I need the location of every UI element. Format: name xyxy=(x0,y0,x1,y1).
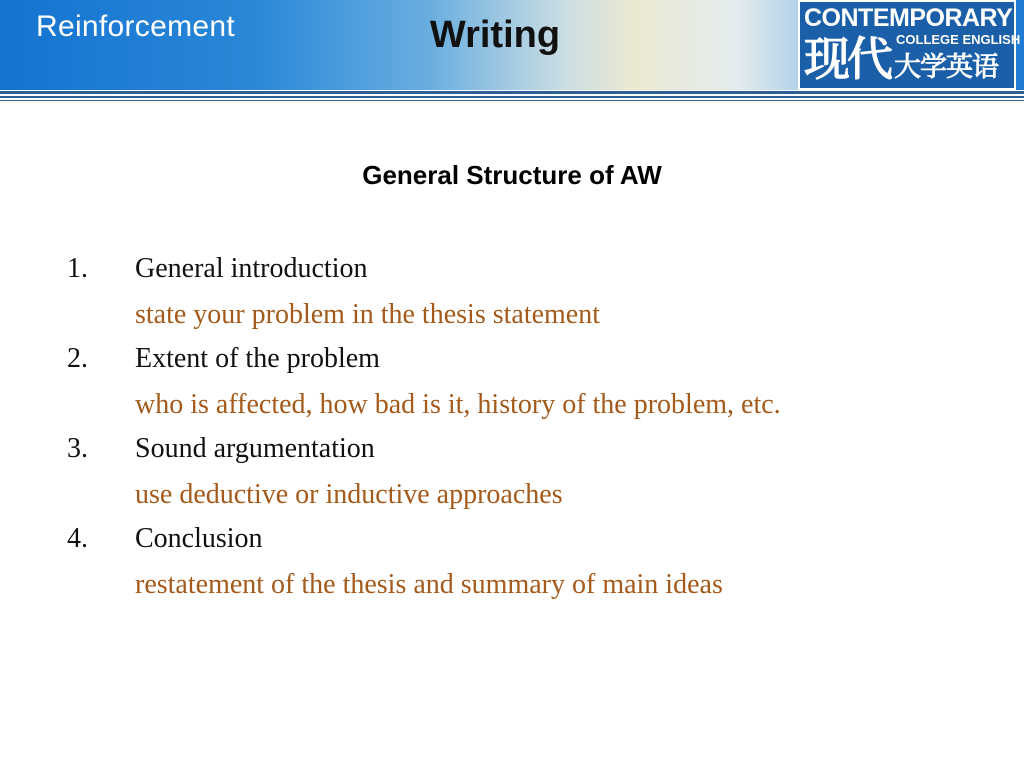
item-number: 1. xyxy=(67,253,88,284)
header-divider xyxy=(0,91,1024,94)
logo-text-college-english: COLLEGE ENGLISH xyxy=(896,32,1021,47)
list-item xyxy=(0,522,1024,612)
header-divider xyxy=(0,100,1024,101)
section-label: Reinforcement xyxy=(36,10,235,43)
item-description: restatement of the thesis and summary of main ideas xyxy=(135,569,723,600)
logo-text-cn-big: 现代 xyxy=(804,32,890,86)
slide-title: Writing xyxy=(429,14,561,56)
structure-list xyxy=(0,252,1024,612)
header-divider xyxy=(0,96,1024,98)
item-title: Sound argumentation xyxy=(135,433,375,464)
item-number: 4. xyxy=(67,523,88,554)
logo-text-contemporary: CONTEMPORARY xyxy=(804,4,1013,32)
item-description: use deductive or inductive approaches xyxy=(135,479,563,510)
item-title: Conclusion xyxy=(135,523,263,554)
item-number: 2. xyxy=(67,343,88,374)
item-description: who is affected, how bad is it, history of the problem, etc. xyxy=(135,389,781,420)
list-item xyxy=(0,342,1024,432)
item-description: state your problem in the thesis statement xyxy=(135,299,601,330)
logo xyxy=(798,0,1021,90)
logo-text-cn-small: 大学英语 xyxy=(894,52,998,83)
item-title: General introduction xyxy=(135,253,368,284)
item-title: Extent of the problem xyxy=(135,343,380,374)
list-item xyxy=(0,432,1024,522)
item-number: 3. xyxy=(67,433,88,464)
list-item xyxy=(0,252,1024,342)
header-banner xyxy=(0,0,1024,90)
content-heading: General Structure of AW xyxy=(362,160,662,190)
